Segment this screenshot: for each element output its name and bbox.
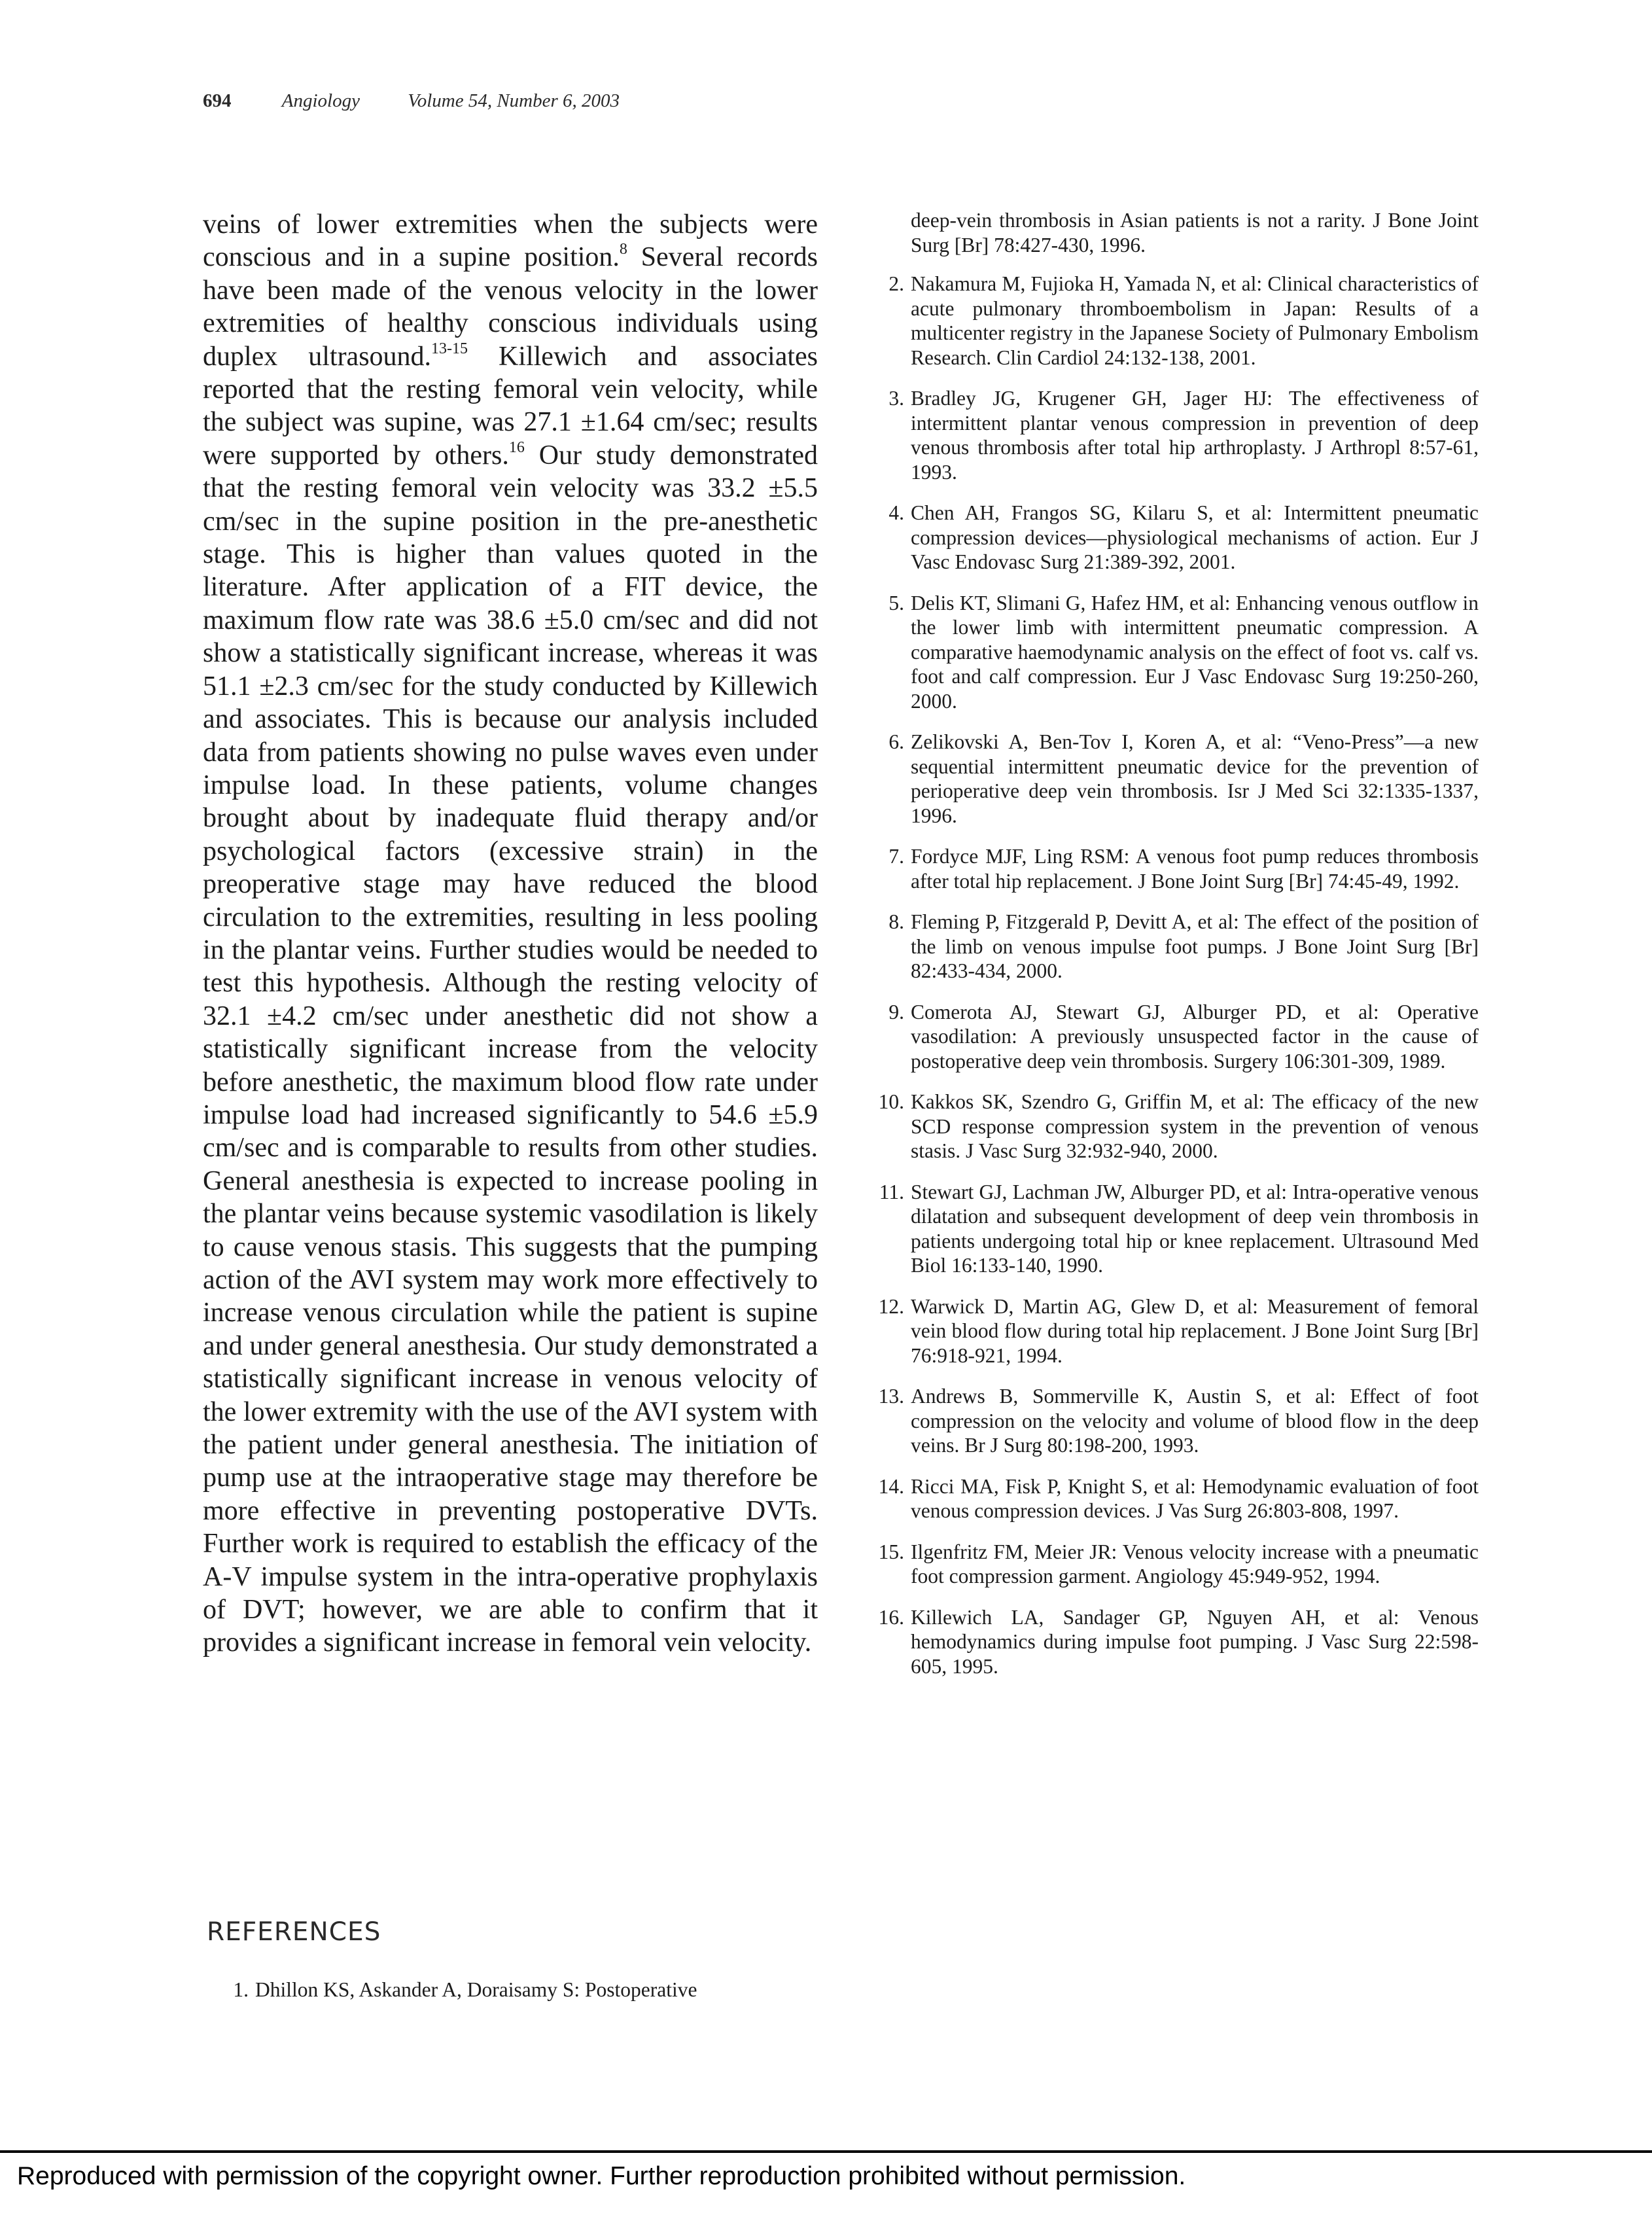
citation-superscript: 16 <box>508 438 525 456</box>
reference-number: 1. <box>233 1978 249 2001</box>
reference-number: 12. <box>878 1294 904 1318</box>
reference-number: 7. <box>888 845 904 868</box>
page-number: 694 <box>203 90 232 111</box>
reference-item <box>858 1000 1479 1074</box>
journal-title: Angiology <box>281 90 360 111</box>
citation-superscript: 13-15 <box>431 340 468 357</box>
reference-text: Killewich LA, Sandager GP, Nguyen AH, et al: Venous hemodynamics during impulse foot pumping. J Vasc Surg 22:598-605, 1995. <box>911 1605 1479 1678</box>
reference-list <box>858 272 1479 1678</box>
reference-number: 5. <box>888 591 904 614</box>
reference-text: Fordyce MJF, Ling RSM: A venous foot pump reduces thrombosis after total hip replacement. J Bone Joint Surg [Br] 74:45-49, 1992. <box>911 845 1479 893</box>
reference-text: Bradley JG, Krugener GH, Jager HJ: The effectiveness of intermittent plantar venous compression in prevention of deep venous thrombosis after total hip arthroplasty. J Arthropl 8:57-61, 1993. <box>911 387 1479 484</box>
reference-item <box>858 1605 1479 1679</box>
reference-text: Ricci MA, Fisk P, Knight S, et al: Hemodynamic evaluation of foot venous compression devices. J Vas Surg 26:803-808, 1997. <box>911 1474 1479 1522</box>
reference-text: Ilgenfritz FM, Meier JR: Venous velocity increase with a pneumatic foot compression garment. Angiology 45:949-952, 1994. <box>911 1540 1479 1588</box>
reference-number: 6. <box>888 730 904 753</box>
body-text-segment: Several records have been made of the venous velocity in the lower extremities of healthy conscious individuals using duplex ultrasound. <box>203 242 818 372</box>
reference-text: Warwick D, Martin AG, Glew D, et al: Measurement of femoral vein blood flow during total hip replacement. J Bone Joint Surg [Br] 76:918-921, 1994. <box>911 1294 1479 1367</box>
reference-text: Delis KT, Slimani G, Hafez HM, et al: Enhancing venous outflow in the lower limb with intermittent pneumatic compression. A comparative haemodynamic analysis on the effect of foot vs. calf vs. foot and calf compression. Eur J Vasc Endovasc Surg 19:250-260, 2000. <box>911 591 1479 713</box>
reference-item <box>858 591 1479 714</box>
reference-item <box>858 730 1479 828</box>
reference-item <box>858 1090 1479 1163</box>
reference-item <box>858 386 1479 484</box>
reference-number: 14. <box>878 1474 904 1498</box>
footer-divider <box>0 2150 1652 2153</box>
reference-text: Andrews B, Sommerville K, Austin S, et al: Effect of foot compression on the velocity and volume of blood flow in the deep veins. Br J Surg 80:198-200, 1993. <box>911 1385 1479 1457</box>
reference-item <box>858 1294 1479 1368</box>
reference-number: 3. <box>888 387 904 410</box>
body-text-segment: Killewich and associates reported that the resting femoral vein velocity, while the subject was supine, was 27.1 ±1.64 cm/sec; results were supported by others. <box>203 341 818 470</box>
reference-number: 9. <box>888 1000 904 1023</box>
reference-text: Zelikovski A, Ben-Tov I, Koren A, et al: “Veno-Press”—a new sequential intermittent pneumatic device for the prevention of perioperative deep vein thrombosis. Isr J Med Sci 32:1335-1337, 1996. <box>911 730 1479 827</box>
citation-superscript: 8 <box>619 241 627 258</box>
reference-number: 4. <box>888 501 904 524</box>
references-heading: REFERENCES <box>207 1917 381 1947</box>
reference-number: 15. <box>878 1540 904 1563</box>
reference-text: Dhillon KS, Askander A, Doraisamy S: Postoperative <box>255 1978 697 2001</box>
reference-item <box>203 1978 874 2002</box>
reference-item <box>858 1384 1479 1458</box>
reference-text: Nakamura M, Fujioka H, Yamada N, et al: Clinical characteristics of acute pulmonary thromboembolism in Japan: Results of a multicenter registry in the Japanese Society of Pulmonary Embolism Research. Clin Cardiol 24:132-138, 2001. <box>911 272 1479 369</box>
reference-item <box>858 910 1479 984</box>
running-head <box>203 90 620 112</box>
reference-number: 2. <box>888 272 904 295</box>
reference-number: 11. <box>879 1180 904 1203</box>
reference-item <box>858 272 1479 370</box>
body-text-segment: veins of lower extremities when the subjects were conscious and in a supine position. <box>203 209 818 273</box>
reference-number: 8. <box>888 910 904 933</box>
right-column <box>858 208 1479 1695</box>
reference-item <box>858 1474 1479 1523</box>
reference-item <box>858 501 1479 575</box>
reference-text: deep-vein thrombosis in Asian patients is not a rarity. J Bone Joint Surg [Br] 78:427-430, 1996. <box>911 209 1479 257</box>
left-column <box>203 208 818 1659</box>
volume-info: Volume 54, Number 6, 2003 <box>408 90 620 111</box>
reference-text: Chen AH, Frangos SG, Kilaru S, et al: Intermittent pneumatic compression devices—physiological mechanisms of action. Eur J Vasc Endovasc Surg 21:389-392, 2001. <box>911 501 1479 573</box>
reference-item <box>858 1180 1479 1278</box>
body-text-segment: Our study demonstrated that the resting femoral vein velocity was 33.2 ±5.5 cm/sec in the supine position in the pre-anesthetic stage. This is higher than values quoted in the literature. After application of a FIT device, the maximum flow rate was 38.6 ±5.0 cm/sec and did not show a statistically significant increase, whereas it was 51.1 ±2.3 cm/sec for the study conducted by Killewich and associates. This is because our analysis included data from patients showing no pulse waves even under impulse load. In these patients, volume changes brought about by inadequate fluid therapy and/or psychological factors (excessive strain) in the preoperative stage may have reduced the blood circulation to the extremities, resulting in less pooling in the plantar veins. Further studies would be needed to test this hypothesis. Although the resting velocity of 32.1 ±4.2 cm/sec under anesthetic did not show a statistically significant increase from the velocity before anesthetic, the maximum blood flow rate under impulse load had increased significantly to 54.6 ±5.9 cm/sec and is comparable to results from other studies. General anesthesia is expected to increase pooling in the plantar veins because systemic vasodilation is likely to cause venous stasis. This suggests that the pumping action of the AVI system may work more effectively to increase venous circulation while the patient is supine and under general anesthesia. Our study demonstrated a statistically significant increase in venous velocity of the lower extremity with the use of the AVI system with the patient under general anesthesia. The initiation of pump use at the intraoperative stage may therefore be more effective in preventing postoperative DVTs. Further work is required to establish the efficacy of the A-V impulse system in the intra-operative prophylaxis of DVT; however, we are able to confirm that it provides a significant increase in femoral vein velocity. <box>203 440 818 1658</box>
reference-number: 16. <box>878 1605 904 1629</box>
reference-number: 10. <box>878 1090 904 1113</box>
reference-text: Kakkos SK, Szendro G, Griffin M, et al: The efficacy of the new SCD response compression system in the prevention of venous stasis. J Vasc Surg 32:932-940, 2000. <box>911 1090 1479 1162</box>
body-paragraph <box>203 208 818 1659</box>
reference-continued <box>911 208 1479 257</box>
reference-item <box>858 844 1479 893</box>
reference-number: 13. <box>878 1385 904 1408</box>
reference-text: Fleming P, Fitzgerald P, Devitt A, et al: The effect of the position of the limb on venous impulse foot pumps. J Bone Joint Surg [Br] 82:433-434, 2000. <box>911 910 1479 982</box>
copyright-notice: Reproduced with permission of the copyright owner. Further reproduction prohibited without permission. <box>17 2162 1186 2190</box>
reference-item <box>858 1540 1479 1589</box>
reference-text: Comerota AJ, Stewart GJ, Alburger PD, et al: Operative vasodilation: A previously unsuspected factor in the cause of postoperative deep vein thrombosis. Surgery 106:301-309, 1989. <box>911 1000 1479 1073</box>
reference-text: Stewart GJ, Lachman JW, Alburger PD, et al: Intra-operative venous dilatation and subsequent development of deep vein thrombosis in patients undergoing total hip or knee replacement. Ultrasound Med Biol 16:133-140, 1990. <box>911 1180 1479 1277</box>
